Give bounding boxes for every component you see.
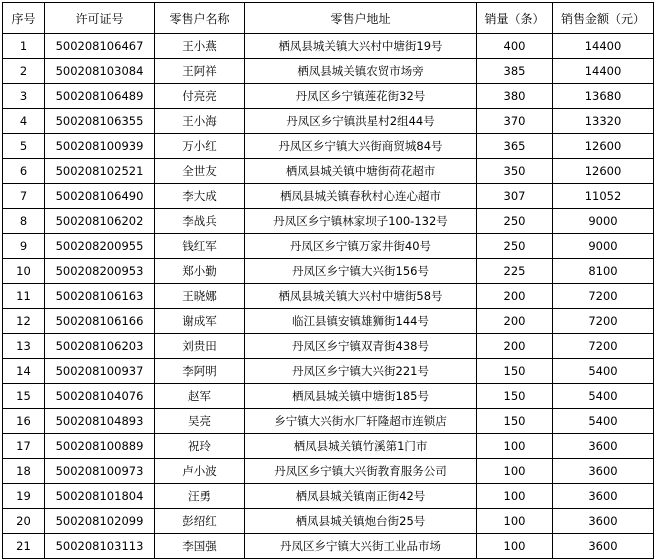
cell-sales-volume: 150 (477, 409, 553, 434)
cell-retailer-address: 栖凤县城关镇南正街42号 (245, 484, 477, 509)
cell-sales-volume: 385 (477, 59, 553, 84)
cell-license-number: 500208106355 (45, 109, 155, 134)
table-row (3, 459, 654, 484)
cell-sales-amount: 7200 (553, 284, 654, 309)
cell-retailer-name: 谢成军 (155, 309, 245, 334)
cell-license-number: 500208106467 (45, 34, 155, 59)
cell-sales-volume: 200 (477, 334, 553, 359)
cell-retailer-name: 钱红军 (155, 234, 245, 259)
cell-retailer-address: 丹凤区乡宁镇大兴街教育服务公司 (245, 459, 477, 484)
table-row (3, 359, 654, 384)
cell-retailer-name: 李阿明 (155, 359, 245, 384)
cell-index: 6 (3, 159, 45, 184)
cell-retailer-name: 吴亮 (155, 409, 245, 434)
table-row (3, 184, 654, 209)
table-row (3, 509, 654, 534)
cell-sales-amount: 3600 (553, 434, 654, 459)
table-body (3, 34, 654, 559)
cell-license-number: 500208100937 (45, 359, 155, 384)
table-row (3, 334, 654, 359)
cell-index: 12 (3, 309, 45, 334)
cell-retailer-address: 栖凤县城关镇农贸市场旁 (245, 59, 477, 84)
cell-license-number: 500208100939 (45, 134, 155, 159)
cell-retailer-name: 刘贵田 (155, 334, 245, 359)
table-row (3, 534, 654, 559)
table-row (3, 484, 654, 509)
cell-retailer-name: 卢小波 (155, 459, 245, 484)
cell-sales-amount: 3600 (553, 534, 654, 559)
cell-retailer-address: 栖凤县城关镇炮台街25号 (245, 509, 477, 534)
cell-license-number: 500208100973 (45, 459, 155, 484)
cell-sales-volume: 400 (477, 34, 553, 59)
cell-sales-amount: 14400 (553, 59, 654, 84)
cell-index: 15 (3, 384, 45, 409)
header-license-number: 许可证号 (45, 3, 155, 34)
cell-sales-volume: 100 (477, 484, 553, 509)
cell-license-number: 500208101804 (45, 484, 155, 509)
cell-sales-amount: 7200 (553, 309, 654, 334)
cell-sales-amount: 9000 (553, 234, 654, 259)
cell-sales-volume: 100 (477, 459, 553, 484)
cell-index: 17 (3, 434, 45, 459)
cell-sales-amount: 3600 (553, 459, 654, 484)
cell-license-number: 500208102099 (45, 509, 155, 534)
cell-index: 11 (3, 284, 45, 309)
table-header (3, 3, 654, 34)
cell-sales-volume: 200 (477, 309, 553, 334)
cell-retailer-address: 栖凤县城关镇春秋村心连心超市 (245, 184, 477, 209)
table-row (3, 259, 654, 284)
header-sales-amount: 销售金额（元） (553, 3, 654, 34)
cell-sales-amount: 13320 (553, 109, 654, 134)
cell-sales-amount: 3600 (553, 509, 654, 534)
cell-retailer-name: 王晓娜 (155, 284, 245, 309)
cell-retailer-name: 全世友 (155, 159, 245, 184)
cell-retailer-name: 李国强 (155, 534, 245, 559)
cell-retailer-address: 栖凤县城关镇中塘街185号 (245, 384, 477, 409)
cell-retailer-address: 丹凤区乡宁镇林家坝子100-132号 (245, 209, 477, 234)
cell-retailer-address: 乡宁镇大兴街水厂轩隆超市连锁店 (245, 409, 477, 434)
cell-sales-volume: 225 (477, 259, 553, 284)
cell-license-number: 500208106489 (45, 84, 155, 109)
cell-index: 16 (3, 409, 45, 434)
header-retailer-name: 零售户名称 (155, 3, 245, 34)
cell-sales-volume: 200 (477, 284, 553, 309)
cell-license-number: 500208103084 (45, 59, 155, 84)
cell-retailer-name: 付亮亮 (155, 84, 245, 109)
cell-retailer-name: 赵军 (155, 384, 245, 409)
cell-sales-amount: 12600 (553, 159, 654, 184)
cell-retailer-address: 栖凤县城关镇竹溪第1门市 (245, 434, 477, 459)
cell-index: 10 (3, 259, 45, 284)
table-row (3, 434, 654, 459)
table-row (3, 284, 654, 309)
cell-retailer-name: 王小海 (155, 109, 245, 134)
cell-retailer-address: 丹凤区乡宁镇大兴街156号 (245, 259, 477, 284)
cell-sales-amount: 14400 (553, 34, 654, 59)
cell-sales-amount: 9000 (553, 209, 654, 234)
cell-license-number: 500208102521 (45, 159, 155, 184)
cell-license-number: 500208104893 (45, 409, 155, 434)
table-row (3, 384, 654, 409)
cell-index: 3 (3, 84, 45, 109)
cell-sales-amount: 5400 (553, 409, 654, 434)
cell-sales-volume: 250 (477, 234, 553, 259)
cell-sales-amount: 5400 (553, 384, 654, 409)
cell-sales-volume: 307 (477, 184, 553, 209)
cell-license-number: 500208103113 (45, 534, 155, 559)
cell-license-number: 500208104076 (45, 384, 155, 409)
cell-retailer-address: 栖凤县城关镇大兴村中塘街19号 (245, 34, 477, 59)
cell-retailer-address: 丹凤区乡宁镇大兴街商贸城84号 (245, 134, 477, 159)
retailer-sales-table (2, 2, 654, 559)
cell-license-number: 500208200953 (45, 259, 155, 284)
cell-retailer-address: 丹凤区乡宁镇大兴街221号 (245, 359, 477, 384)
cell-retailer-address: 丹凤区乡宁镇双青街438号 (245, 334, 477, 359)
cell-sales-volume: 350 (477, 159, 553, 184)
cell-sales-amount: 13680 (553, 84, 654, 109)
cell-license-number: 500208200955 (45, 234, 155, 259)
cell-retailer-address: 丹凤区乡宁镇万家井街40号 (245, 234, 477, 259)
cell-index: 8 (3, 209, 45, 234)
table-row (3, 409, 654, 434)
table-row (3, 109, 654, 134)
cell-retailer-name: 王阿祥 (155, 59, 245, 84)
table-row (3, 34, 654, 59)
cell-sales-volume: 150 (477, 359, 553, 384)
table-row (3, 84, 654, 109)
cell-sales-amount: 12600 (553, 134, 654, 159)
cell-index: 4 (3, 109, 45, 134)
cell-license-number: 500208106166 (45, 309, 155, 334)
cell-sales-amount: 7200 (553, 334, 654, 359)
cell-retailer-address: 临江县镇安镇雄狮街144号 (245, 309, 477, 334)
cell-retailer-name: 王小燕 (155, 34, 245, 59)
table-row (3, 309, 654, 334)
table-row (3, 209, 654, 234)
cell-sales-volume: 150 (477, 384, 553, 409)
table-row (3, 234, 654, 259)
header-sales-volume: 销量（条） (477, 3, 553, 34)
cell-retailer-address: 丹凤区乡宁镇大兴街工业品市场 (245, 534, 477, 559)
cell-retailer-name: 李大成 (155, 184, 245, 209)
cell-index: 9 (3, 234, 45, 259)
cell-retailer-name: 郑小勤 (155, 259, 245, 284)
cell-sales-volume: 100 (477, 509, 553, 534)
cell-retailer-name: 祝玲 (155, 434, 245, 459)
cell-retailer-address: 栖凤县城关镇中塘街荷花超市 (245, 159, 477, 184)
cell-license-number: 500208100889 (45, 434, 155, 459)
cell-retailer-name: 汪勇 (155, 484, 245, 509)
cell-license-number: 500208106203 (45, 334, 155, 359)
cell-retailer-name: 彭绍红 (155, 509, 245, 534)
cell-sales-volume: 100 (477, 534, 553, 559)
cell-index: 21 (3, 534, 45, 559)
cell-retailer-name: 万小红 (155, 134, 245, 159)
cell-retailer-address: 丹凤区乡宁镇莲花街32号 (245, 84, 477, 109)
table-row (3, 134, 654, 159)
cell-index: 2 (3, 59, 45, 84)
cell-retailer-name: 李战兵 (155, 209, 245, 234)
cell-index: 5 (3, 134, 45, 159)
cell-license-number: 500208106490 (45, 184, 155, 209)
cell-sales-volume: 250 (477, 209, 553, 234)
table-row (3, 59, 654, 84)
cell-sales-amount: 11052 (553, 184, 654, 209)
header-retailer-address: 零售户地址 (245, 3, 477, 34)
cell-sales-volume: 380 (477, 84, 553, 109)
cell-sales-volume: 100 (477, 434, 553, 459)
cell-index: 7 (3, 184, 45, 209)
cell-index: 18 (3, 459, 45, 484)
cell-index: 20 (3, 509, 45, 534)
cell-sales-amount: 5400 (553, 359, 654, 384)
cell-sales-amount: 3600 (553, 484, 654, 509)
cell-sales-volume: 370 (477, 109, 553, 134)
cell-index: 14 (3, 359, 45, 384)
header-index: 序号 (3, 3, 45, 34)
cell-license-number: 500208106163 (45, 284, 155, 309)
cell-index: 1 (3, 34, 45, 59)
cell-sales-amount: 8100 (553, 259, 654, 284)
header-row (3, 3, 654, 34)
cell-index: 13 (3, 334, 45, 359)
cell-license-number: 500208106202 (45, 209, 155, 234)
cell-sales-volume: 365 (477, 134, 553, 159)
cell-retailer-address: 丹凤区乡宁镇洪星村2组44号 (245, 109, 477, 134)
cell-index: 19 (3, 484, 45, 509)
table-row (3, 159, 654, 184)
cell-retailer-address: 栖凤县城关镇大兴村中塘街58号 (245, 284, 477, 309)
